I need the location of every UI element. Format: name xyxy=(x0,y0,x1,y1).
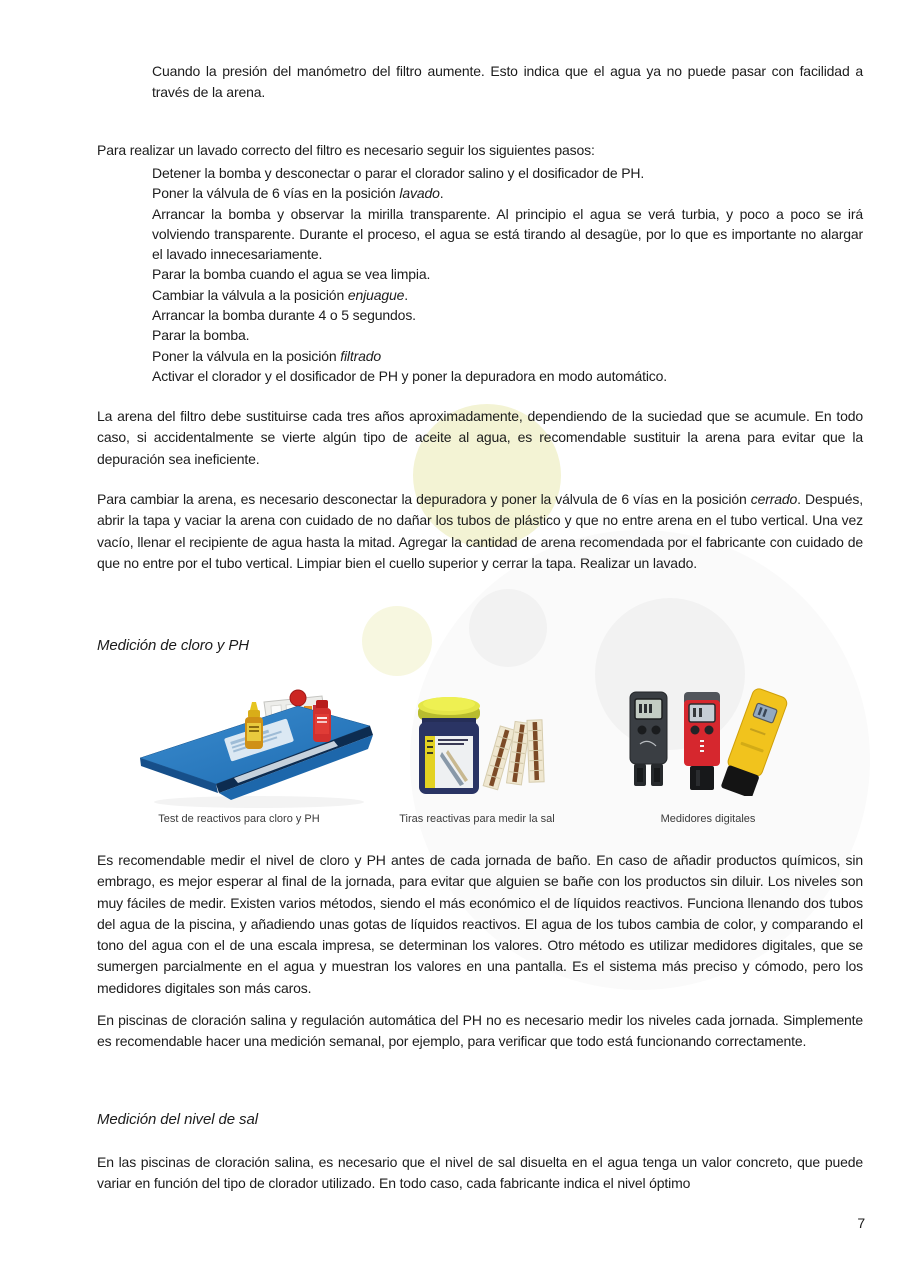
step-item: Arrancar la bomba durante 4 o 5 segundos. xyxy=(152,307,416,324)
section-heading-chlorine-ph: Medición de cloro y PH xyxy=(97,637,250,654)
paragraph-saline: En piscinas de cloración salina y regulación automática del PH no es necesario medir los niveles cada jornada. Simplemente es recomendable hacer una medición semanal, por ejemplo, para verificar que todo está funcionando correctamente. xyxy=(97,1012,863,1050)
figure-caption-meters: Medidores digitales xyxy=(660,813,756,825)
yellow-reagent-bottle xyxy=(245,702,263,749)
paragraph-measuring: Es recomendable medir el nivel de cloro y PH antes de cada jornada de baño. En caso de añadir productos químicos, sin embrago, es mejor esperar al final de la jornada, para evitar que alguien se bañe con los productos sin diluir. Los niveles son muy fáciles de medir. Existen varios métodos, siendo el más económico el de líquidos reactivos. Funciona llenando dos tubos del agua de la piscina, y añadiendo unas gotas de líquidos reactivos. El agua de los tubos cambia de color, y comparando el tono del agua con el de una escala impresa, se determinan los valores. Otro método es utilizar medidores digitales, que se sumergen parcialmente en el agua y muestran los valores en una pantalla. Es el sistema más preciso y cómodo, pero los medidores digitales son más caros. xyxy=(97,852,863,996)
step-item: Poner la válvula de 6 vías en la posición lavado. xyxy=(152,185,444,202)
digital-meters-image xyxy=(620,686,800,796)
step-item: Poner la válvula en la posición filtrado xyxy=(152,347,382,364)
reagent-test-kit-image xyxy=(134,686,424,814)
paragraph-manometer: Cuando la presión del manómetro del filtro aumente. Esto indica que el agua ya no puede pasar con facilidad a través de la arena. xyxy=(152,63,863,101)
step-item: Parar la bomba. xyxy=(152,327,250,344)
figure-caption-strips: Tiras reactivas para medir la sal xyxy=(399,813,555,825)
steps-intro: Para realizar un lavado correcto del filtro es necesario seguir los siguientes pasos: xyxy=(97,142,595,158)
paragraph-sand-change: Para cambiar la arena, es necesario desconectar la depuradora y poner la válvula de 6 vías en la posición cerrado. Después, abrir la tapa y vaciar la arena con cuidado de no dañar los tubos de plástico y que no entre arena en el tubo vertical. Una vez vacío, llenar el recipiente de agua hasta la mitad. Agregar la cantidad de arena recomendada por el fabricante con cuidado de que no entre por el tubo vertical. Limpiar bien el cuello superior y cerrar la tapa. Realizar un lavado. xyxy=(97,491,863,571)
page-number: 7 xyxy=(857,1215,865,1231)
section-heading-salt-level: Medición del nivel de sal xyxy=(97,1111,258,1128)
paragraph-sand-replace: La arena del filtro debe sustituirse cada tres años aproximadamente, dependiendo de la suciedad que se acumule. En todo caso, si accidentalmente se vierte algún tipo de aceite al agua, es recomendable sustituir la arena para evitar que la depuración sea ineficiente. xyxy=(97,408,863,467)
step-item: Activar el clorador y el dosificador de PH y poner la depuradora en modo automático. xyxy=(152,367,668,384)
background-circle-yellow-small xyxy=(362,606,432,676)
kit-shadow xyxy=(154,796,364,808)
figure-caption-test-kit: Test de reactivos para cloro y PH xyxy=(158,813,320,825)
yellow-meter xyxy=(719,687,789,796)
step-item: Arrancar la bomba y observar la mirilla transparente. Al principio el agua se verá turbia, y poco a poco se irá volviendo transparente. Durante el proceso, el agua se está tirando al desagüe, por lo que es importante no alargar el lavado innecesariamente. xyxy=(152,205,863,263)
steps-list xyxy=(152,163,863,386)
salt-test-strips-image xyxy=(408,692,558,800)
step-item: Cambiar la válvula a la posición enjuague. xyxy=(152,286,408,303)
black-meter xyxy=(630,692,667,786)
step-item: Detener la bomba y desconectar o parar el clorador salino y el dosificador de PH. xyxy=(152,165,645,181)
strip-bottle xyxy=(418,697,480,794)
step-item: Parar la bomba cuando el agua se vea limpia. xyxy=(152,266,431,283)
background-circle-gray-small xyxy=(469,589,547,667)
red-meter xyxy=(684,692,720,790)
test-strips xyxy=(483,720,544,790)
paragraph-salt-level: En las piscinas de cloración salina, es necesario que el nivel de sal disuelta en el agua tenga un valor concreto, que puede variar en función del tipo de clorador utilizado. En todo caso, cada fabricante indica el nivel óptimo xyxy=(97,1154,863,1192)
